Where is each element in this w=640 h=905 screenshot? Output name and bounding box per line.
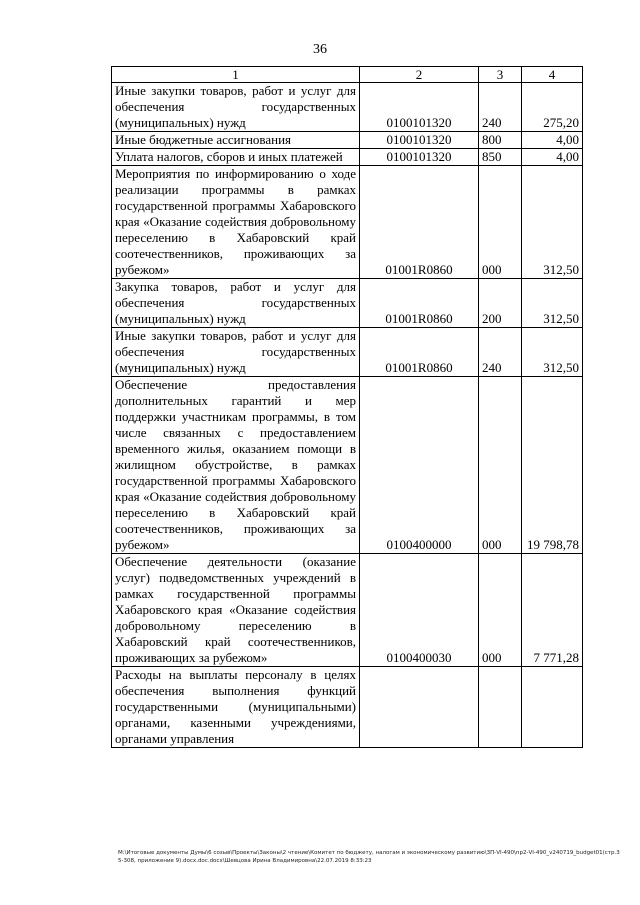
- table-row: [112, 328, 583, 377]
- row-name: Уплата налогов, сборов и иных платежей: [112, 149, 360, 166]
- row-name: Иные бюджетные ассигнования: [112, 132, 360, 149]
- row-amount: 4,00: [522, 149, 583, 166]
- row-type: [479, 667, 522, 748]
- table-row: [112, 132, 583, 149]
- row-amount: 312,50: [522, 166, 583, 279]
- row-name: Закупка товаров, работ и услуг для обеспечения государственных (муниципальных) нужд: [112, 279, 360, 328]
- row-amount: [522, 667, 583, 748]
- row-type: 240: [479, 83, 522, 132]
- row-code: 0100101320: [360, 83, 479, 132]
- row-name: Иные закупки товаров, работ и услуг для обеспечения государственных (муниципальных) нужд: [112, 328, 360, 377]
- row-amount: 275,20: [522, 83, 583, 132]
- row-code: 0100101320: [360, 149, 479, 166]
- row-type: 850: [479, 149, 522, 166]
- row-amount: 19 798,78: [522, 377, 583, 554]
- table-row: [112, 279, 583, 328]
- row-name: Мероприятия по информированию о ходе реализации программы в рамках государственной программы Хабаровского края «Оказание содействия добровольному переселению в Хабаровский край соотечественников, проживающих за рубежом»: [112, 166, 360, 279]
- table-row: [112, 83, 583, 132]
- row-amount: 312,50: [522, 328, 583, 377]
- row-code: [360, 667, 479, 748]
- row-type: 000: [479, 377, 522, 554]
- row-type: 000: [479, 166, 522, 279]
- row-code: 01001R0860: [360, 328, 479, 377]
- row-code: 01001R0860: [360, 279, 479, 328]
- row-code: 0100400030: [360, 554, 479, 667]
- table-row: [112, 166, 583, 279]
- header-cell-amount: 4: [522, 67, 583, 83]
- row-amount: 7 771,28: [522, 554, 583, 667]
- document-footer-path: M:\Итоговые документы Думы\6 созыв\Проекты\Законы\2 чтение\Комитет по бюджету, налогам и экономическому развитию\3П-VI-490\пр2-VI-490_v240719_budget01(стр.35-308, приложение 9).docx.doc.docx\Шевцова Ирина Владимировна\22.07.2019 8:33:23: [118, 850, 620, 864]
- table-row: [112, 554, 583, 667]
- row-type: 800: [479, 132, 522, 149]
- row-name: Обеспечение предоставления дополнительных гарантий и мер поддержки участникам программы, в том числе связанных с предоставлением временного жилья, оказанием помощи в жилищном обустройстве, в рамках государственной программы Хабаровского края «Оказание содействия добровольному переселению в Хабаровский край соотечественников, проживающих за рубежом»: [112, 377, 360, 554]
- row-amount: 312,50: [522, 279, 583, 328]
- header-cell-type: 3: [479, 67, 522, 83]
- table-row: [112, 149, 583, 166]
- row-type: 000: [479, 554, 522, 667]
- row-type: 240: [479, 328, 522, 377]
- row-code: 01001R0860: [360, 166, 479, 279]
- row-name: Обеспечение деятельности (оказание услуг) подведомственных учреждений в рамках государственной программы Хабаровского края «Оказание содействия добровольному переселению в Хабаровский край соотечественников, проживающих за рубежом»: [112, 554, 360, 667]
- page-number: 36: [313, 42, 327, 57]
- row-code: 0100400000: [360, 377, 479, 554]
- row-code: 0100101320: [360, 132, 479, 149]
- table-row: [112, 667, 583, 748]
- budget-table: [111, 66, 583, 748]
- row-name: Расходы на выплаты персоналу в целях обеспечения выполнения функций государственными (муниципальными) органами, казенными учреждениями, органами управления: [112, 667, 360, 748]
- table-row: [112, 377, 583, 554]
- header-cell-name: 1: [112, 67, 360, 83]
- table-header-row: [112, 67, 583, 83]
- row-type: 200: [479, 279, 522, 328]
- row-name: Иные закупки товаров, работ и услуг для обеспечения государственных (муниципальных) нужд: [112, 83, 360, 132]
- header-cell-code: 2: [360, 67, 479, 83]
- row-amount: 4,00: [522, 132, 583, 149]
